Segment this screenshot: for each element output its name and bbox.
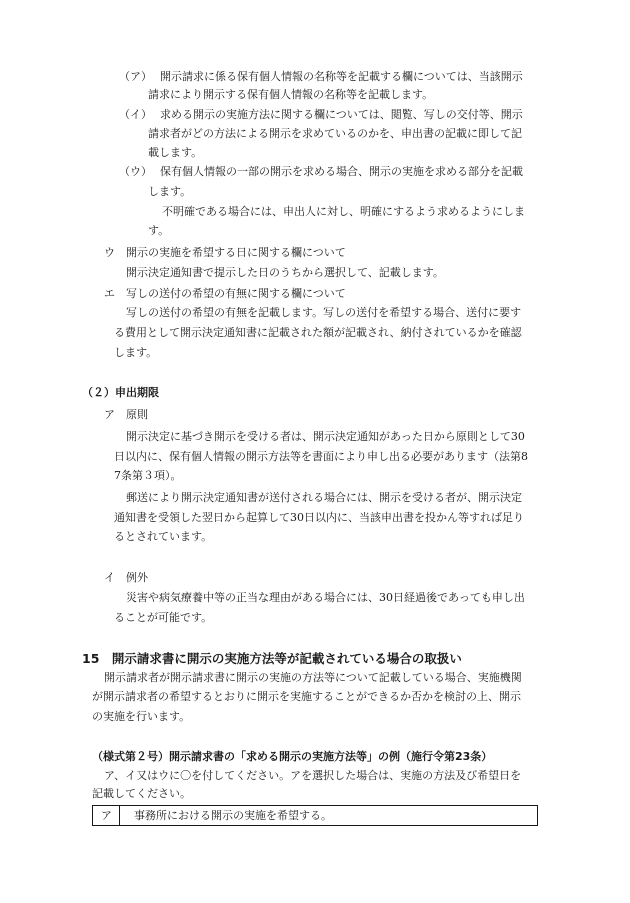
item-i-label: （イ）	[119, 108, 152, 121]
item-u-text-4: す。	[148, 224, 170, 237]
item-e-body-2: る費用として開示決定通知書に記載された額が記載され、納付されているかを確認	[114, 326, 522, 339]
section-2-p2-3: るとされています。	[114, 530, 213, 543]
item-a-text-1: 開示請求に係る保有個人情報の名称等を記載する欄については、当該開示	[160, 70, 523, 83]
item-a-label: （ア）	[119, 70, 152, 83]
item-i-text-2: 請求者がどの方法による開示を求めているのかを、申出書の記載に即して記	[148, 127, 522, 140]
section-2-p1-2: 日以内に、保有個人情報の開示方法等を書面により申し出る必要があります（法第8	[114, 450, 528, 463]
section-15-body-3: の実施を行います。	[92, 710, 191, 723]
table-row-label: ア	[93, 806, 120, 825]
item-e-body-3: します。	[114, 346, 158, 359]
item-i-text-1: 求める開示の実施方法に関する欄については、閲覧、写しの交付等、開示	[160, 108, 523, 121]
item-i-text-3: 載します。	[148, 146, 203, 159]
item-u-text-1: 保有個人情報の一部の開示を求める場合、開示の実施を求める部分を記載	[160, 165, 523, 178]
item-u-text-2: します。	[148, 185, 192, 198]
form-example-instruction-1: ア、イ又はウに〇を付してください。アを選択した場合は、実施の方法及び希望日を	[104, 769, 522, 782]
item-u-body-1: 開示決定通知書で提示した日のうちから選択して、記載します。	[126, 266, 444, 279]
section-2-p3-2: ることが可能です。	[114, 611, 213, 624]
item-u-text-3: 不明確である場合には、申出人に対し、明確にするよう求めるようにしま	[162, 205, 525, 218]
section-15-body-2: が開示請求者の希望するとおりに開示を実施することができるか否かを検討の上、開示	[92, 690, 521, 703]
item-u-heading: ウ 開示の実施を希望する日に関する欄について	[104, 246, 346, 259]
section-2-heading: （２）申出期限	[82, 386, 159, 399]
form-example-table	[92, 805, 538, 826]
section-2-p2-1: 郵送により開示決定通知書が送付される場合には、開示を受ける者が、開示決定	[126, 491, 522, 504]
item-e-heading: エ 写しの送付の希望の有無に関する欄について	[104, 287, 346, 300]
section-2-a-heading: ア 原則	[104, 408, 148, 421]
section-2-p1-3: 7条第３項）。	[114, 469, 182, 482]
item-e-body-1: 写しの送付の希望の有無を記載します。写しの送付を希望する場合、送付に要す	[126, 306, 522, 319]
form-example-instruction-2: 記載してください。	[92, 787, 191, 800]
section-2-p1-1: 開示決定に基づき開示を受ける者は、開示決定通知があった日から原則として30	[126, 430, 525, 443]
table-row-text: 事務所における開示の実施を希望する。	[134, 809, 332, 822]
section-15-body-1: 開示請求者が開示請求書に開示の実施の方法等について記載している場合、実施機関	[104, 671, 522, 684]
section-2-p2-2: 通知書を受領した翌日から起算して30日以内に、当該申出書を投かん等すれば足り	[114, 511, 524, 524]
item-a-text-2: 請求により開示する保有個人情報の名称等を記載します。	[148, 88, 434, 101]
section-15-heading: 15 開示請求書に開示の実施方法等が記載されている場合の取扱い	[82, 651, 462, 666]
section-2-p3-1: 災害や病気療養中等の正当な理由がある場合には、30日経過後であっても申し出	[126, 591, 525, 604]
form-example-caption: （様式第２号）開示請求書の「求める開示の実施方法等」の例（施行令第23条）	[92, 750, 493, 763]
item-u-label: （ウ）	[119, 165, 152, 178]
section-2-i-heading: イ 例外	[104, 571, 148, 584]
